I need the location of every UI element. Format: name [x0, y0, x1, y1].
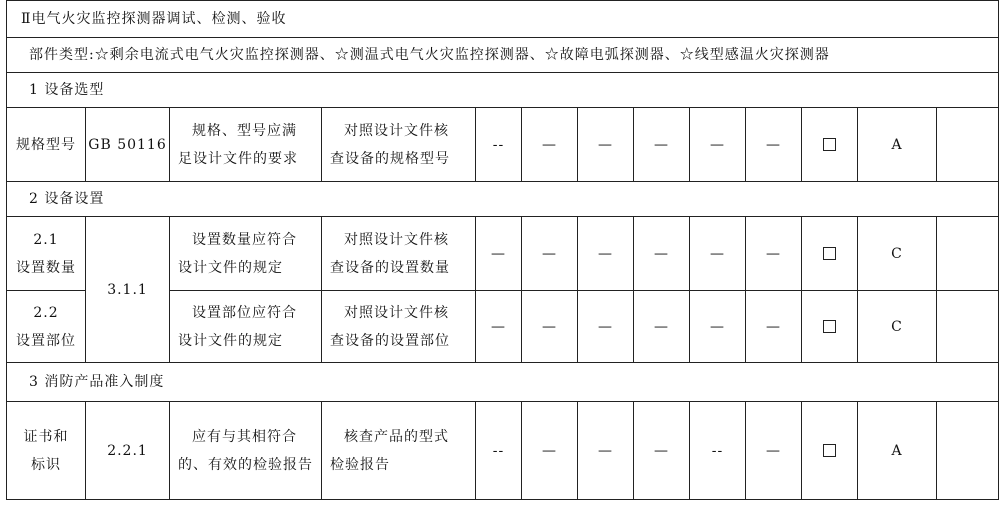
- method-line-1: 核查产品的型式: [344, 428, 449, 445]
- dash-cell: —: [746, 402, 802, 500]
- method-cell: [322, 291, 476, 363]
- requirement-line-2: 设计文件的规定: [178, 259, 283, 276]
- requirement-line-2: 足设计文件的要求: [178, 150, 298, 167]
- requirement-line-1: 应有与其相符合: [192, 428, 297, 445]
- grade-cell: A: [858, 402, 937, 500]
- method-line-2: 查设备的规格型号: [330, 150, 450, 167]
- table-row: [7, 217, 999, 291]
- dash-cell: --: [476, 402, 522, 500]
- item-line-1: 2.1: [33, 231, 59, 248]
- checkbox-cell[interactable]: [802, 291, 858, 363]
- dash-cell: —: [476, 291, 522, 363]
- requirement-line-1: 规格、型号应满: [192, 122, 297, 139]
- group-title-row: [7, 363, 999, 402]
- group3-title: 3 消防产品准入制度: [7, 363, 999, 402]
- checkbox[interactable]: [823, 138, 836, 151]
- method-cell: [322, 402, 476, 500]
- item-name: 规格型号: [7, 108, 86, 182]
- item-name: [7, 291, 86, 363]
- dash-cell: —: [476, 217, 522, 291]
- inspection-table: [6, 0, 999, 500]
- requirement-line-1: 设置部位应符合: [192, 304, 297, 321]
- item-line-1: 2.2: [33, 304, 59, 321]
- dash-cell: —: [578, 217, 634, 291]
- method-line-2: 查设备的设置数量: [330, 259, 450, 276]
- item-line-2: 标识: [31, 456, 61, 473]
- section-title-row: [7, 1, 999, 38]
- dash-cell: —: [578, 402, 634, 500]
- dash-cell: —: [634, 402, 690, 500]
- requirement-cell: [170, 108, 322, 182]
- remark-cell: [937, 402, 999, 500]
- dash-cell: —: [746, 108, 802, 182]
- item-line-1: 证书和: [23, 428, 69, 445]
- method-line-2: 查设备的设置部位: [330, 332, 450, 349]
- group1-title: 1 设备选型: [7, 73, 999, 108]
- dash-cell: —: [746, 217, 802, 291]
- clause-ref: 2.2.1: [86, 402, 170, 500]
- requirement-cell: [170, 291, 322, 363]
- dash-cell: —: [746, 291, 802, 363]
- checkbox[interactable]: [823, 320, 836, 333]
- group2-title: 2 设备设置: [7, 182, 999, 217]
- requirement-cell: [170, 402, 322, 500]
- checkbox-cell[interactable]: [802, 402, 858, 500]
- requirement-line-2: 的、有效的检验报告: [178, 456, 313, 473]
- section-title: Ⅱ电气火灾监控探测器调试、检测、验收: [7, 1, 999, 38]
- dash-cell: —: [522, 402, 578, 500]
- requirement-line-1: 设置数量应符合: [192, 231, 297, 248]
- group-title-row: [7, 182, 999, 217]
- dash-cell: —: [578, 291, 634, 363]
- table-row: [7, 108, 999, 182]
- dash-cell: —: [690, 217, 746, 291]
- component-types-row: [7, 38, 999, 73]
- dash-cell: --: [476, 108, 522, 182]
- method-line-1: 对照设计文件核: [344, 122, 449, 139]
- clause-ref: 3.1.1: [86, 217, 170, 363]
- method-line-1: 对照设计文件核: [344, 304, 449, 321]
- dash-cell: —: [522, 217, 578, 291]
- dash-cell: —: [522, 108, 578, 182]
- dash-cell: —: [634, 108, 690, 182]
- grade-cell: C: [858, 291, 937, 363]
- dash-cell: —: [634, 217, 690, 291]
- group-title-row: [7, 73, 999, 108]
- component-types: 部件类型:☆剩余电流式电气火灾监控探测器、☆测温式电气火灾监控探测器、☆故障电弧探测器、☆线型感温火灾探测器: [7, 38, 999, 73]
- grade-cell: A: [858, 108, 937, 182]
- checkbox-cell[interactable]: [802, 108, 858, 182]
- dash-cell: —: [690, 291, 746, 363]
- requirement-cell: [170, 217, 322, 291]
- dash-cell: —: [690, 108, 746, 182]
- requirement-line-2: 设计文件的规定: [178, 332, 283, 349]
- item-name: [7, 402, 86, 500]
- clause-ref: GB 50116: [86, 108, 170, 182]
- remark-cell: [937, 291, 999, 363]
- item-line-2: 设置部位: [16, 332, 76, 349]
- method-line-2: 检验报告: [330, 456, 390, 473]
- dash-cell: —: [634, 291, 690, 363]
- table-row: [7, 402, 999, 500]
- remark-cell: [937, 217, 999, 291]
- dash-cell: —: [522, 291, 578, 363]
- dash-cell: --: [690, 402, 746, 500]
- inspection-table-frame: [6, 0, 998, 507]
- method-cell: [322, 108, 476, 182]
- item-name: [7, 217, 86, 291]
- checkbox-cell[interactable]: [802, 217, 858, 291]
- dash-cell: —: [578, 108, 634, 182]
- checkbox[interactable]: [823, 444, 836, 457]
- checkbox[interactable]: [823, 247, 836, 260]
- item-line-2: 设置数量: [16, 259, 76, 276]
- method-line-1: 对照设计文件核: [344, 231, 449, 248]
- remark-cell: [937, 108, 999, 182]
- grade-cell: C: [858, 217, 937, 291]
- method-cell: [322, 217, 476, 291]
